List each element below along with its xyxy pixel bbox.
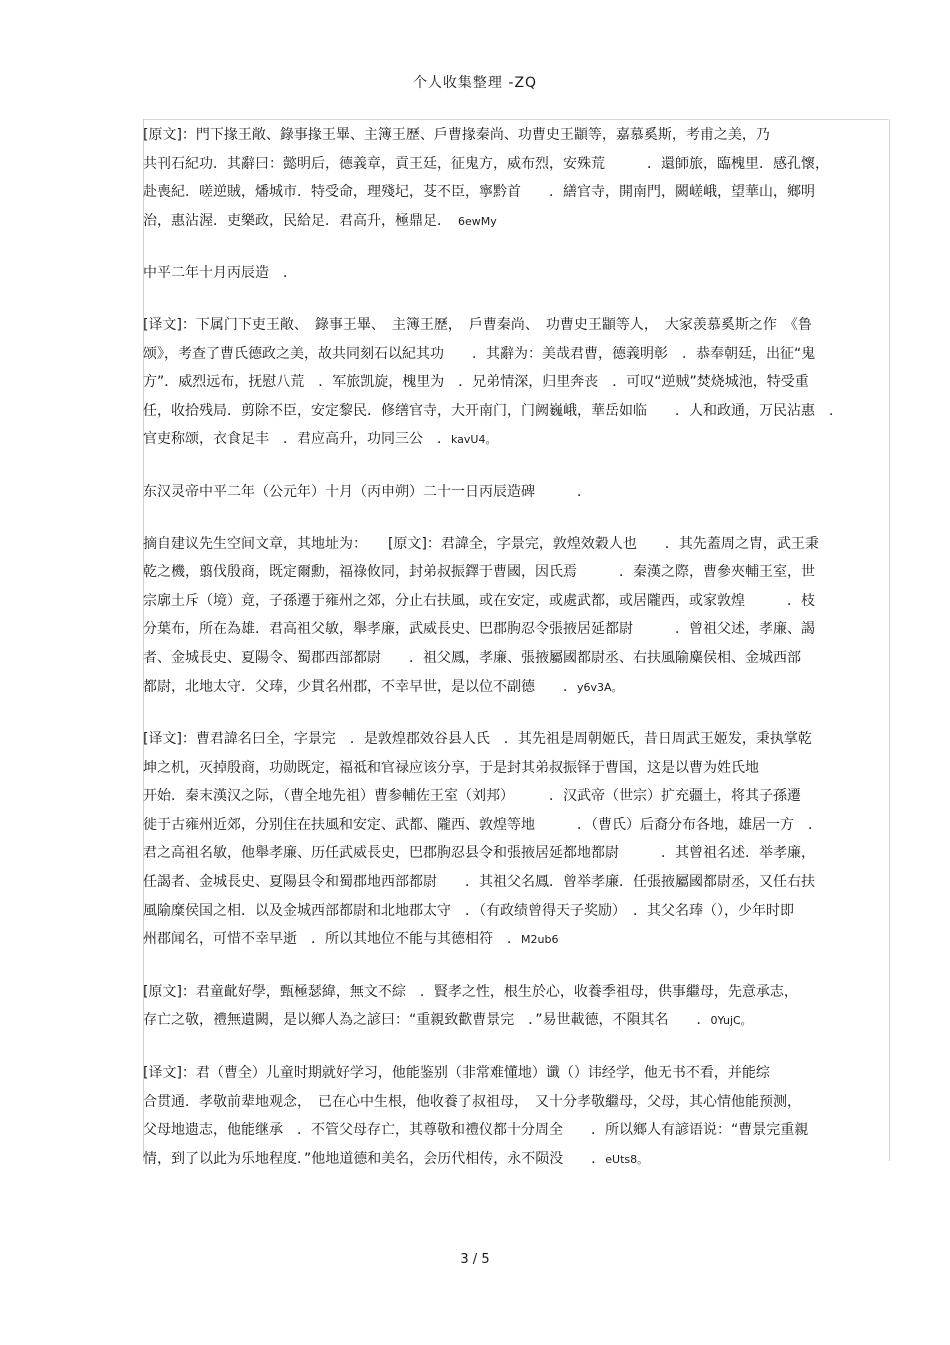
paragraph-tag: 0YujC。: [710, 1014, 752, 1028]
text-line: [原文]：門下掾王敞、錄事掾王畢、主簿王歷、戶曹掾秦尚、功曹史王顓等，嘉慕奚斯，考甫之美，乃: [143, 127, 770, 143]
text-line: [译文]：曹君諱名曰全，字景完 ．是敦煌郡效谷县人氏 ．其先祖是周朝姬氏，昔日周武王姬发，秉执掌乾: [143, 731, 812, 748]
text-line: 任，收拾残局．剪除不臣，安定黎民．修缮官寺，大开南门，门阙巍峨，華岳如临 ．人和政通，万民沾惠 ．: [143, 402, 843, 419]
text-line: 任謁者、金城長史、夏陽县令和蜀郡地西部都尉 ．其祖父名鳳．曾举孝廉．任張掖屬國都尉丞，又任右扶: [143, 874, 815, 891]
text-line: 坤之机，灭掉殷商，功勋既定，福祗和官禄应该分享，于是封其弟叔振铎于曹国，这是以曹为姓氏地: [143, 759, 759, 776]
paragraph-translation-1: [143, 311, 888, 455]
paragraph-date-1: [143, 259, 888, 288]
text-line: 存亡之敬，禮無遺闕，是以鄉人為之諺曰：“重親致歡曹景完 ．”易世載德，不隕其名 ．0YujC。: [143, 1012, 752, 1029]
paragraph-original-3: [143, 978, 888, 1036]
paragraph-translation-3: [143, 1059, 888, 1174]
text-line: 官吏称颂，衣食足丰 ．君应高升，功同三公 ．kavU4。: [143, 431, 497, 448]
text-line: 治，惠沾渥．吏樂政，民給足．君高升，極鼎足． 6ewMy: [143, 212, 497, 229]
paragraph-original-2: [143, 530, 888, 703]
paragraph-tag: M2ub6: [521, 933, 559, 947]
text-line: 君之高祖名敏，他舉孝廉、历任武威長史，巴郡朐忍县令和張掖居延都地都尉 ．其曾祖名述．举孝廉，: [143, 845, 815, 862]
paragraph-original-1: [143, 121, 888, 236]
text-line: 宗廓土斥（境）竟，子孫遷于雍州之郊，分止右扶風，或在安定，或處武都，或居隴西，或家敦煌 ．枝: [143, 592, 815, 609]
text-line: 东汉灵帝中平二年（公元年）十月（丙申朔）二十一日丙辰造碑 ．: [143, 483, 591, 500]
text-line: 都尉，北地太守．父琫，少貫名州郡，不幸早世，是以位不副德 ．y6v3A。: [143, 678, 623, 695]
page-header: 个人收集整理 -ZQ: [412, 75, 538, 91]
paragraph-tag: 6ewMy: [458, 214, 497, 228]
paragraph-tag: kavU4。: [451, 433, 497, 447]
paragraph-translation-2: [143, 725, 888, 955]
text-line: 中平二年十月丙辰造 ．: [143, 265, 297, 282]
text-line: [原文]：君童齔好學，甄極瑟緯，無文不綜 ．賢孝之性，根生於心，收養季祖母，供事繼母，先意承志，: [143, 983, 798, 1000]
text-line: 者、金城長史、夏陽令、蜀郡西部都尉 ．祖父鳳，孝廉、張掖屬國都尉丞、右扶風隃麋侯相、金城西部: [143, 649, 801, 666]
text-line: 分葉布，所在為雄．君高祖父敏，舉孝廉，武威長史、巴郡朐忍令張掖居延都尉 ．曾祖父述，孝廉、謁: [143, 621, 815, 638]
text-line: 乾之機，翦伐殷商，既定爾勳，福祿攸同，封弟叔振鐸于曹國，因氏焉 ．秦漢之際，曹參夾輔王室，世: [143, 564, 815, 581]
text-line: 徙于古雍州近郊，分别住在扶風和安定、武都、隴西、敦煌等地 ．（曹氏）后裔分布各地，雄居一方 ．: [143, 816, 822, 833]
page-number: 3 / 5: [460, 1252, 490, 1267]
text-line: 州郡闻名，可惜不幸早逝 ．所以其地位不能与其德相符 ．M2ub6: [143, 931, 559, 948]
text-line: 父母地遗志，他能继承 ．不管父母存亡，其尊敬和禮仪都十分周全 ．所以鄉人有諺语说：“曹景完重親: [143, 1122, 809, 1139]
text-line: 風隃糜侯国之相．以及金城西部都尉和北地郡太守 ．（有政绩曾得天子奖励） ．其父名琫（），少年时即: [143, 902, 794, 919]
paragraph-date-2: [143, 478, 888, 507]
document-body: [143, 121, 888, 1197]
text-line: 方”．威烈远布，抚慰八荒 ．军旅凯旋，槐里为 ．兄弟情深，归里奔丧 ．可叹“逆贼”焚烧城池，特受重: [143, 374, 809, 391]
text-line: [译文]：下属门下吏王敞、 錄事王畢、 主簿王歷， 戶曹秦尚、 功曹史王顓等人， 大家羡慕奚斯之作 《鲁: [143, 316, 812, 333]
text-line: 共刊石紀功．其辭曰：懿明后，德義章，貢王廷，征鬼方，威布烈，安殊荒 ．還師旅，臨槐里．感孔懷，: [143, 155, 829, 172]
text-line: 摘自建议先生空间文章，其地址为： [原文]：君諱全，字景完，敦煌效穀人也 ．其先蓋周之胄，武王秉: [143, 535, 819, 552]
text-line: 赴喪紀．嗟逆賊，燔城市．特受命，理殘圮，芟不臣，寧黔首 ．繕官寺，開南門，闕嵯峨，望華山，鄉明: [143, 184, 815, 201]
paragraph-tag: y6v3A。: [577, 680, 623, 694]
text-line: 颂》，考查了曹氏德政之美，故共同刻石以紀其功 ．其辭为：美哉君曹，德義明彰 ．恭奉朝廷，出征“鬼: [143, 345, 816, 362]
text-line: 情，到了以此为乐地程度．”他地道德和美名，会历代相传，永不陨没 ．eUts8。: [143, 1150, 649, 1167]
paragraph-tag: eUts8。: [605, 1152, 649, 1166]
text-line: 开始．秦末漢汉之际，（曹全地先祖）曹参輔佐王室（刘邦） ．汉武帝（世宗）扩充疆土，将其子孫遷: [143, 788, 801, 805]
text-line: [译文]：君（曹全）儿童时期就好学习，他能鉴别（非常难懂地）谶（）讳经学，他无书不看，并能综: [143, 1065, 770, 1082]
text-line: 合贯通．孝敬前辈地观念， 已在心中生根，他收養了叔祖母， 又十分孝敬繼母，父母，其心情他能预测，: [143, 1093, 801, 1110]
